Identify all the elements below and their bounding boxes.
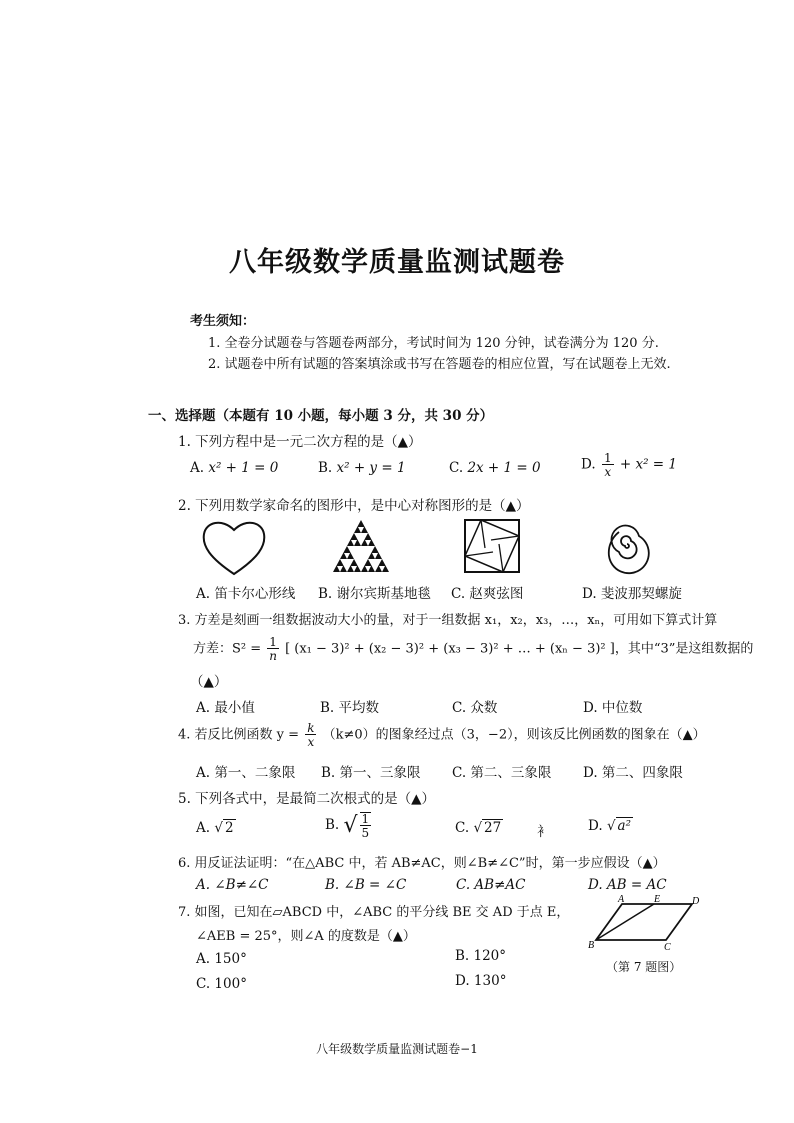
q3-option-d: D. 中位数 [583, 700, 643, 716]
q7-line-1: 7. 如图，已知在▱ABCD 中，∠ABC 的平分线 BE 交 AD 于点 E， [178, 905, 570, 920]
fig-label-a: A [618, 894, 625, 905]
q7-option-d: D. 130° [455, 973, 507, 989]
fibonacci-spiral-figure [595, 516, 659, 576]
q3-option-a: A. 最小值 [196, 700, 255, 716]
q4-option-b: B. 第一、三象限 [321, 765, 421, 781]
q5-option-c [455, 820, 503, 836]
q7-option-a: A. 150° [196, 951, 247, 967]
q3-line-2 [193, 636, 753, 662]
q1-a-text: x² + 1 = 0 [208, 460, 279, 476]
q1-b-text: x² + y = 1 [336, 460, 406, 476]
q5-b-num: 1 [361, 812, 370, 826]
q6-option-c: C. AB≠AC [456, 877, 526, 893]
q5-stem: 5. 下列各式中，是最简二次根式的是（▲） [178, 791, 436, 807]
heart-curve-figure [200, 516, 268, 576]
q7-option-c: C. 100° [196, 976, 247, 992]
q4-stem [178, 722, 706, 748]
q1-d-fraction [602, 452, 614, 478]
q5-b-label: B. [325, 817, 340, 833]
page-title: 八年级数学质量监测试题卷 [229, 247, 565, 278]
q3-fraction [267, 636, 279, 662]
q4-option-c: C. 第二、三象限 [452, 765, 552, 781]
q1-d-rest: + x² = 1 [619, 456, 677, 473]
parallelogram-figure [588, 892, 700, 952]
q1-b-label: B. [318, 460, 333, 476]
q4-frac-num: k [307, 721, 315, 735]
q1-stem: 1. 下列方程中是一元二次方程的是（▲） [178, 434, 422, 450]
q4-suffix: （k≠0）的图象经过点（3，−2），则该反比例函数的图象在（▲） [322, 727, 706, 743]
q3-line-3: （▲） [190, 674, 228, 690]
q1-d-num: 1 [603, 451, 612, 465]
q4-option-a: A. 第一、二象限 [196, 765, 296, 781]
q5-a-rad: 2 [224, 820, 234, 836]
q3-prefix: 方差：S² = [193, 641, 262, 657]
q5-d-sqrt: √ a² [606, 818, 632, 834]
section-title: 一、选择题（本题有 10 小题，每小题 3 分，共 30 分） [148, 408, 494, 424]
q1-d-den: x [604, 465, 612, 479]
q3-frac-num: 1 [269, 635, 277, 649]
q6-option-a: A. ∠B≠∠C [196, 877, 269, 893]
q7-fig-caption: （第 7 题图） [606, 960, 682, 974]
q6-stem: 6. 用反证法证明：“在△ABC 中，若 AB≠AC，则∠B≠∠C”时，第一步应假设（▲） [178, 856, 666, 871]
q5-a-label: A. [196, 820, 211, 836]
q5-c-rad: 27 [484, 820, 502, 836]
q3-suffix: [ (x₁ − 3)² + (x₂ − 3)² + (x₃ − 3)² + … + (xₙ − 3)² ]，其中“3”是这组数据的 [285, 641, 754, 657]
q4-fraction [305, 722, 316, 748]
fig-label-d: D [692, 896, 700, 907]
q5-b-den: 5 [361, 826, 370, 840]
q1-option-b [318, 460, 406, 476]
q5-b-fraction [360, 812, 372, 839]
q4-frac-den: x [307, 735, 315, 749]
sierpinski-carpet-figure [331, 518, 391, 574]
q1-d-label: D. [581, 456, 596, 473]
q1-a-label: A. [190, 460, 205, 476]
q6-option-b: B. ∠B = ∠C [325, 877, 407, 893]
q4-option-d: D. 第二、四象限 [583, 765, 683, 781]
q2-option-d: D. 斐波那契螺旋 [582, 586, 682, 602]
q5-option-a [196, 820, 236, 836]
fig-label-e: E [654, 894, 661, 905]
q5-d-rad: a² [617, 818, 632, 834]
q7-option-b: B. 120° [455, 948, 507, 964]
q3-line-1: 3. 方差是刻画一组数据波动大小的量，对于一组数据 x₁，x₂，x₃，…，xₙ，可用如下算式计算 [178, 613, 718, 628]
q1-c-text: 2x + 1 = 0 [467, 460, 541, 476]
q4-prefix: 4. 若反比例函数 y = [178, 727, 300, 743]
fig-label-b: B [588, 940, 595, 951]
q6-option-d: D. AB = AC [588, 877, 667, 893]
q1-option-d [581, 452, 677, 478]
q5-stray-mark: 衤 [537, 824, 551, 840]
q2-option-b: B. 谢尔宾斯基地毯 [318, 586, 432, 602]
q5-c-sqrt: √ 27 [473, 820, 502, 836]
q1-option-a [190, 460, 278, 476]
note-2: 2. 试题卷中所有试题的答案填涂或书写在答题卷的相应位置，写在试题卷上无效. [208, 357, 671, 372]
q5-option-d [588, 818, 633, 834]
fig-label-c: C [664, 942, 671, 952]
q2-stem: 2. 下列用数学家命名的图形中，是中心对称图形的是（▲） [178, 498, 530, 514]
q5-option-b: B. √ $\frac{1}{5}$ [325, 812, 370, 840]
note-1: 1. 全卷分试题卷与答题卷两部分，考试时间为 120 分钟，试卷满分为 120 分. [208, 336, 659, 351]
q1-c-label: C. [449, 460, 464, 476]
q1-option-c [449, 460, 541, 476]
q2-option-a: A. 笛卡尔心形线 [196, 586, 296, 602]
q3-option-c: C. 众数 [452, 700, 498, 716]
q2-option-c: C. 赵爽弦图 [451, 586, 524, 602]
q7-line-2: ∠AEB = 25°，则∠A 的度数是（▲） [196, 929, 416, 944]
notes-heading: 考生须知： [190, 314, 256, 329]
page-footer: 八年级数学质量监测试题卷−1 [316, 1042, 478, 1056]
q3-frac-den: n [269, 649, 277, 663]
q5-a-sqrt: √ 2 [214, 820, 234, 836]
zhao-shuang-figure [463, 518, 521, 574]
q5-d-label: D. [588, 818, 603, 834]
q3-option-b: B. 平均数 [320, 700, 380, 716]
q5-c-label: C. [455, 820, 470, 836]
